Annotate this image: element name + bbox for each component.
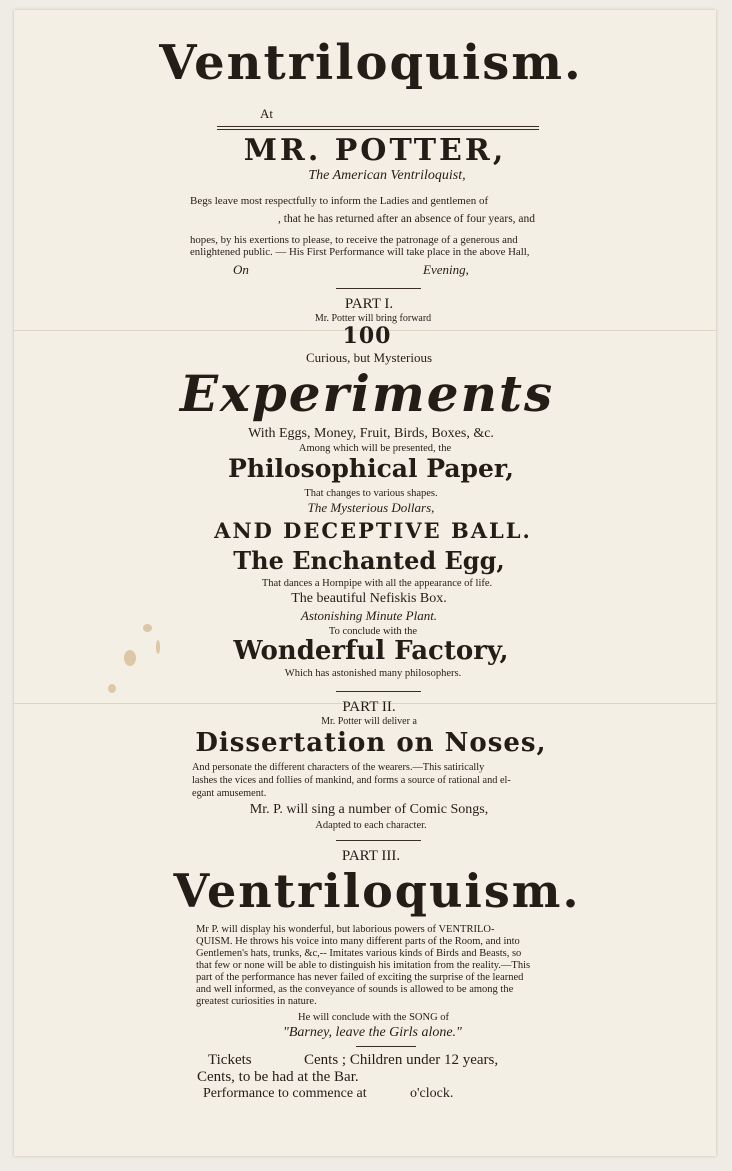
divider [217, 129, 539, 130]
experiments-heading: Experiments [179, 364, 555, 423]
part-2-deliver: Mr. Potter will deliver a [321, 716, 417, 727]
divider [217, 126, 539, 127]
evening-label: Evening, [423, 262, 469, 277]
at-label: At [260, 106, 273, 121]
nefiskis-box: The beautiful Nefiskis Box. [291, 591, 447, 606]
description-line: part of the performance has never failed of exciting the surprise of the learned [196, 972, 524, 983]
part-1-heading: PART I. [344, 296, 394, 312]
part-2-heading: PART II. [342, 699, 396, 715]
intro-line: enlightened public. — His First Performance will take place in the above Hall, [190, 246, 530, 258]
curious-line: Curious, but Mysterious [305, 350, 433, 365]
tickets-label: Tickets [208, 1052, 252, 1068]
description-line: Gentlemen's hats, trunks, &c,-- Imitates various kinds of Birds and Beasts, so [196, 948, 522, 959]
part-1-bring: Mr. Potter will bring forward [314, 313, 432, 324]
title: Ventriloquism. [159, 35, 583, 91]
intro-line: Begs leave most respectfully to inform the Ladies and gentlemen of [190, 195, 489, 207]
divider [356, 1046, 416, 1047]
description-line: that few or none will be able to distinguish his imitation from the reality.—This [196, 960, 531, 971]
changes-line: That changes to various shapes. [304, 488, 438, 499]
description-line: greatest curiosities in nature. [196, 996, 317, 1007]
deceptive-ball: AND DECEPTIVE BALL. [214, 518, 532, 543]
description-line: QUISM. He throws his voice into many different parts of the Room, and into [196, 936, 520, 947]
intro-line: hopes, by his exertions to please, to receive the patronage of a generous and [190, 234, 518, 246]
part-3-description [196, 924, 576, 1008]
description-line: and well informed, as the conveyance of sounds is allowed to be among the [196, 984, 514, 995]
intro-line: , that he has returned after an absence of four years, and [278, 213, 536, 225]
on-label: On [233, 262, 249, 277]
dissertation-heading: Dissertation on Noses, [195, 728, 547, 758]
experiments-list: With Eggs, Money, Fruit, Birds, Boxes, &c. [248, 426, 494, 441]
part-2-text: egant amusement. [192, 788, 267, 799]
divider [336, 840, 421, 841]
astonished-line: Which has astonished many philosophers. [284, 668, 462, 679]
part-3-heading: PART III. [341, 848, 401, 864]
part-3-title: Ventriloquism. [173, 864, 581, 918]
stain [108, 684, 116, 693]
wonderful-factory: Wonderful Factory, [233, 636, 509, 666]
performance-time: Performance to commence at [203, 1086, 367, 1101]
description-line: Mr P. will display his wonderful, but laborious powers of VENTRILO- [196, 924, 495, 935]
minute-plant: Astonishing Minute Plant. [300, 608, 438, 623]
adapted-line: Adapted to each character. [315, 820, 427, 831]
song-title: "Barney, leave the Girls alone." [283, 1025, 462, 1040]
among-line: Among which will be presented, the [298, 443, 452, 454]
part-2-text: lashes the vices and follies of mankind, and forms a source of rational and el- [192, 775, 511, 786]
enchanted-egg: The Enchanted Egg, [233, 546, 505, 575]
philosophical-paper: Philosophical Paper, [228, 454, 514, 483]
performance-oclock: o'clock. [410, 1086, 454, 1101]
experiment-count: 100 [342, 323, 392, 349]
comic-songs: Mr. P. will sing a number of Comic Songs, [249, 802, 489, 817]
performer-name: MR. POTTER, [243, 133, 507, 168]
hornpipe-line: That dances a Hornpipe with all the appearance of life. [261, 578, 493, 589]
tickets-price: Cents ; Children under 12 years, [304, 1052, 499, 1068]
tickets-bar: Cents, to be had at the Bar. [197, 1069, 359, 1085]
conclude-line: To conclude with the [328, 626, 418, 637]
performer-subtitle: The American Ventriloquist, [308, 168, 466, 183]
mysterious-dollars: The Mysterious Dollars, [307, 500, 435, 515]
divider [336, 288, 421, 289]
part-2-text: And personate the different characters of the wearers.—This satirically [192, 762, 485, 773]
divider [336, 691, 421, 692]
song-intro: He will conclude with the SONG of [298, 1012, 450, 1023]
